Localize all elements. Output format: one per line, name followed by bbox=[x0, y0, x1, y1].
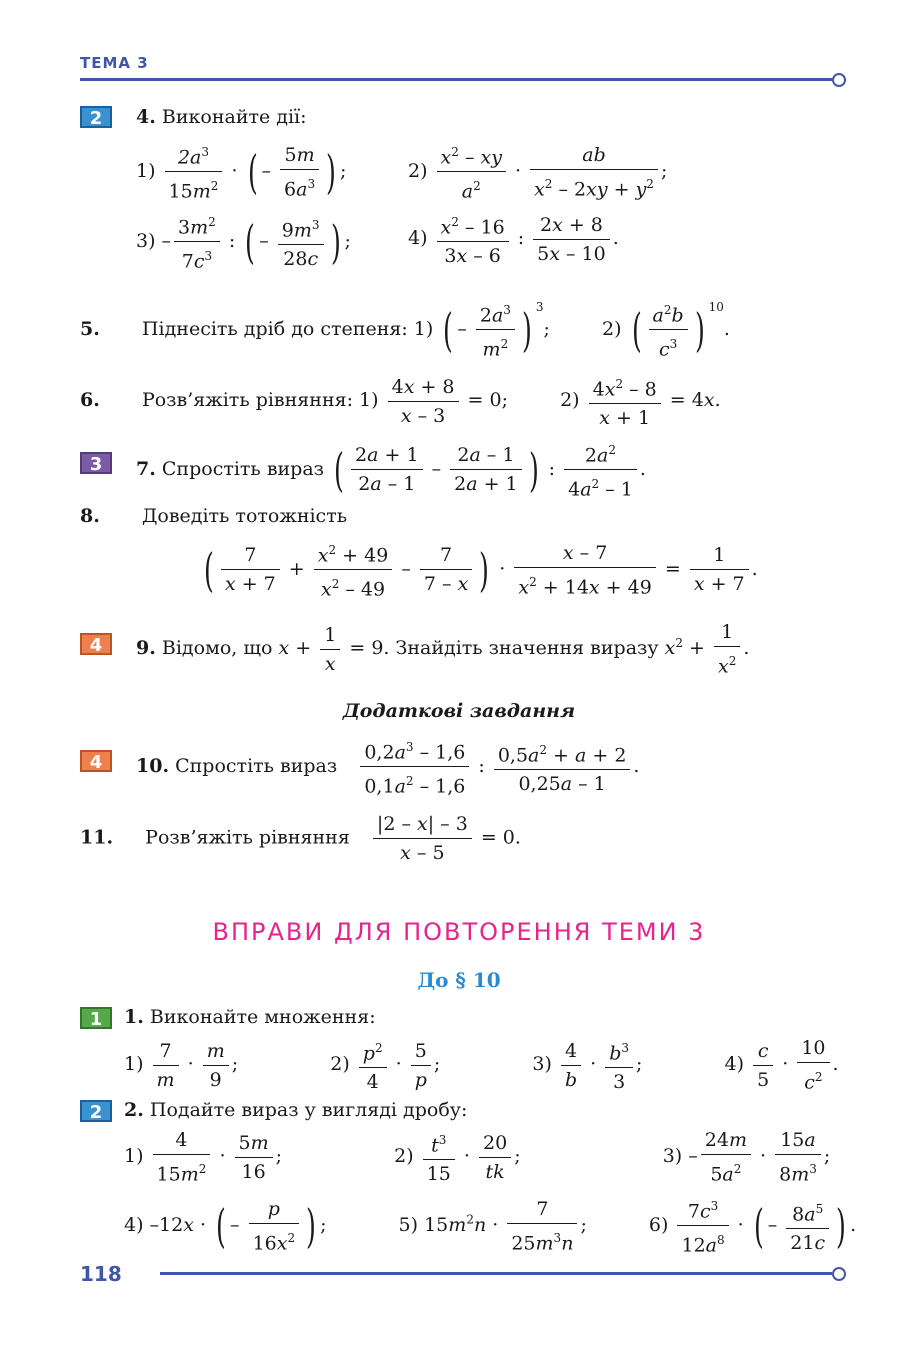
task-number: 4. bbox=[136, 106, 156, 128]
task-4-item-2: 2) $\frac{x^2 - xy}{a^2}$ · $\frac{ab}{x^2 - 2xy + y^2}$ ; bbox=[408, 138, 667, 206]
review-1-items: 1) $\frac{7}{m}$ · $\frac{m}{9}$ ; 2) $\frac{p^2}{4}$ · $\frac{5}{p}$ ; 3) $\frac{4}{b}$ · $\frac{b^3}{3}$ ; 4) $\frac{c}{5}$ · $\frac{10}{c^2}$ . bbox=[124, 1034, 839, 1096]
task-number: 1. bbox=[124, 1006, 144, 1028]
task-number: 10. bbox=[136, 754, 170, 777]
task-4-item-3: 3) – $\frac{3m^2}{7c^3}$ : ( – $\frac{9m^3}{28c}$ ) ; bbox=[136, 208, 351, 276]
level-badge-2: 2 bbox=[80, 1100, 112, 1122]
task-number: 6. bbox=[80, 389, 100, 412]
header-rule-end bbox=[832, 73, 846, 87]
task-text-2: Знайдіть значення виразу bbox=[395, 637, 659, 660]
level-badge-2: 2 bbox=[80, 106, 112, 128]
task-9: 9. Відомо, що x + $\frac{1}{x}$ = 9. Знайдіть значення виразу $x^2$ + $\frac{1}{x^2}$ . bbox=[136, 618, 749, 680]
task-7: 7. Спростіть вираз ( $\frac{2a + 1}{2a - 1}$ – $\frac{2a - 1}{2a + 1}$ ) : $\frac{2a^2}{4a^2 - 1}$ . bbox=[136, 436, 646, 504]
task-text: Розв’яжіть рівняння bbox=[145, 826, 350, 849]
review-2-row-1: 1) $\frac{4}{15m^2}$ · $\frac{5m}{16}$ ; 2) $\frac{t^3}{15}$ · $\frac{20}{tk}$ ; 3) – $\frac{24m}{5a^2}$ · $\frac{15a}{8m^3}$ ; bbox=[124, 1126, 830, 1188]
paragraph-reference: До § 10 bbox=[417, 968, 501, 992]
task-8-heading bbox=[80, 505, 347, 527]
footer-rule-end bbox=[832, 1267, 846, 1281]
task-text: Піднесіть дріб до степеня: bbox=[141, 317, 408, 340]
review-1-heading bbox=[124, 1006, 376, 1028]
task-text: Виконайте дії: bbox=[161, 106, 307, 128]
task-4-item-1: 1) $\frac{2a^3}{15m^2}$ · ( – $\frac{5m}{6a^3}$ ) ; bbox=[136, 138, 346, 206]
task-4-heading bbox=[136, 106, 307, 128]
task-text: Доведіть тотожність bbox=[141, 505, 348, 527]
task-8-identity: ( $\frac{7}{x + 7}$ + $\frac{x^2 + 49}{x^2 - 49}$ – $\frac{7}{7 - x}$ ) · $\frac{x - 7}{x^2 + 14x + 49}$ = $\frac{1}{x + 7}$ . bbox=[200, 536, 758, 604]
task-4-item-4: 4) $\frac{x^2 - 16}{3x - 6}$ : $\frac{2x + 8}{5x - 10}$ . bbox=[408, 208, 619, 270]
review-2-row-2: 4) –12x · ( – $\frac{p}{16x^2}$ ) ; 5) $15m^2n$ · $\frac{7}{25m^3n}$ ; 6) $\frac{7c^3}{12a^8}$ · ( – $\frac{8a^5}{21c}$ ) . bbox=[124, 1192, 856, 1260]
task-10: 10. Спростіть вираз $\frac{0,2a^3 - 1,6}{0,1a^2 - 1,6}$ : $\frac{0,5a^2 + a + 2}{0,25a - 1}$ . bbox=[136, 733, 639, 801]
task-11: 11. Розв’яжіть рівняння $\frac{|2 - x| - 3}{x - 5}$ = 0. bbox=[80, 810, 521, 867]
task-text: Виконайте множення: bbox=[149, 1006, 376, 1028]
extra-tasks-heading: Додаткові завдання bbox=[342, 700, 576, 722]
page-number: 118 bbox=[80, 1262, 122, 1286]
task-text: Спростіть вираз bbox=[175, 754, 338, 777]
task-number: 8. bbox=[80, 505, 100, 527]
task-text: Подайте вираз у вигляді дробу: bbox=[149, 1099, 468, 1121]
task-number: 11. bbox=[80, 826, 114, 849]
task-6: 6. Розв’яжіть рівняння: 1) $\frac{4x + 8}{x - 3}$ = 0; 2) $\frac{4x^2 - 8}{x + 1}$ = 4x. bbox=[80, 370, 721, 432]
level-badge-4: 4 bbox=[80, 750, 112, 772]
task-number: 5. bbox=[80, 317, 100, 340]
task-text: Розв’яжіть рівняння: bbox=[141, 389, 353, 412]
level-badge-4: 4 bbox=[80, 633, 112, 655]
level-badge-1: 1 bbox=[80, 1007, 112, 1029]
topic-label: ТЕМА 3 bbox=[80, 54, 149, 72]
task-5: 5. Піднесіть дріб до степеня: 1) ( – $\frac{2a^3}{m^2}$ ) $^3$; 2) ( $\frac{a^2b}{c^3}$ ) $^{10}$. bbox=[80, 296, 730, 364]
level-badge-3: 3 bbox=[80, 452, 112, 474]
task-text: Спростіть вираз bbox=[161, 457, 325, 480]
footer-rule bbox=[160, 1272, 832, 1275]
review-2-heading bbox=[124, 1099, 467, 1121]
review-heading: ВПРАВИ ДЛЯ ПОВТОРЕННЯ ТЕМИ 3 bbox=[212, 918, 706, 946]
task-number: 9. bbox=[136, 637, 156, 660]
task-number: 7. bbox=[136, 457, 156, 480]
task-number: 2. bbox=[124, 1099, 144, 1121]
task-text: Відомо, що bbox=[161, 637, 273, 660]
header-rule bbox=[80, 78, 832, 81]
